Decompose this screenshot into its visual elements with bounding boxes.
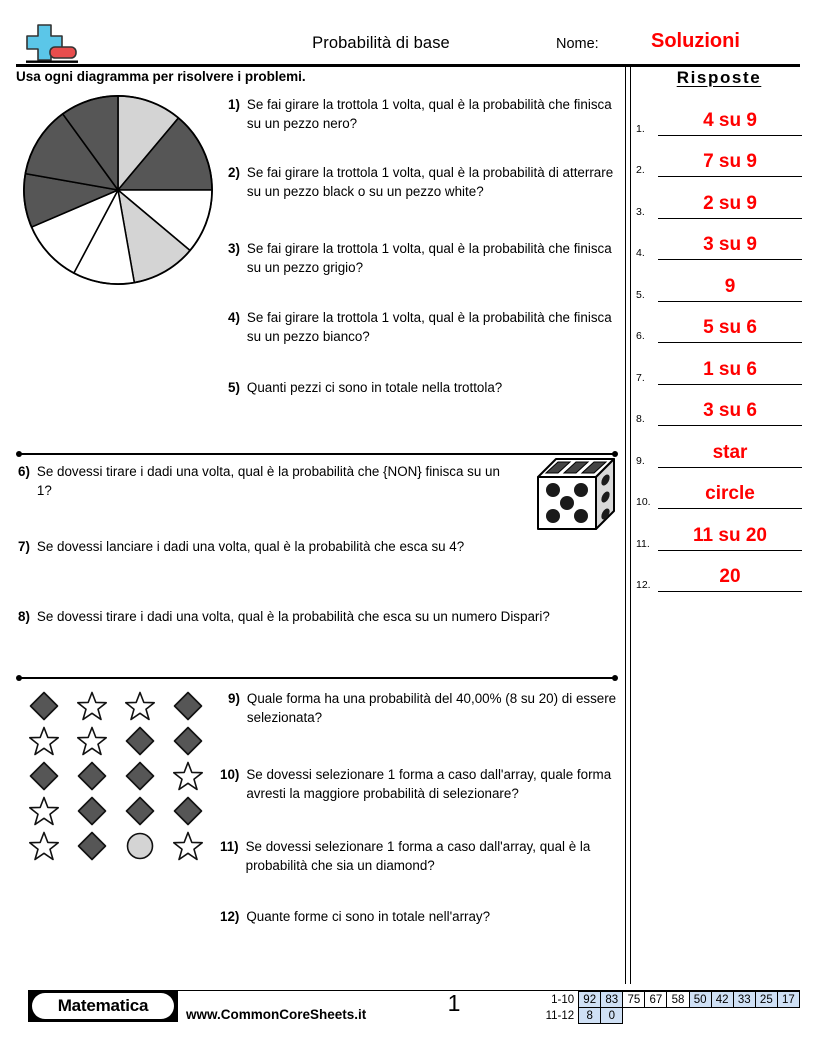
score-cell-empty <box>689 1008 711 1024</box>
question-text: Se fai girare la trottola 1 volta, qual è la probabilità che finisca su un pezzo grigio? <box>246 241 612 275</box>
question-text: Quante forme ci sono in totale nell'array? <box>246 909 491 924</box>
answer-line <box>658 591 802 592</box>
question-text: Se dovessi tirare i dadi una volta, qual è la probabilità che {NON} finisca su un 1? <box>36 464 500 498</box>
brand-badge <box>28 990 178 1022</box>
question-number: 9) <box>228 691 240 706</box>
shape-diamond <box>77 831 107 861</box>
answer-value: star <box>712 441 748 463</box>
shape-star <box>77 691 107 721</box>
answer-value: 4 su 9 <box>703 109 757 131</box>
answer-row <box>636 94 802 136</box>
score-row-label: 1-10 <box>551 993 575 1006</box>
score-cell-empty <box>623 1008 645 1024</box>
site-url: www.CommonCoreSheets.it <box>186 1007 367 1022</box>
spinner-pie-chart <box>20 92 216 288</box>
question-number: 2) <box>228 165 240 180</box>
shape-star <box>125 691 155 721</box>
answer-value: 5 su 6 <box>703 317 757 338</box>
answer-number: 10. <box>636 496 651 508</box>
answer-value: 9 <box>724 275 736 297</box>
answer-value: 3 su 9 <box>703 234 757 255</box>
question-7 <box>18 538 590 557</box>
answer-number: 7. <box>636 371 645 384</box>
answer-value: circle <box>705 483 755 504</box>
shape-star <box>77 726 107 756</box>
question-number: 1) <box>228 97 240 112</box>
question-number: 10) <box>220 767 240 782</box>
answer-number: 3. <box>636 205 645 218</box>
score-cell-empty <box>667 1008 689 1024</box>
answer-value: 7 su 9 <box>703 151 757 172</box>
question-text: Se dovessi lanciare i dadi una volta, qual è la probabilità che esca su 4? <box>36 539 465 554</box>
question-number: 3) <box>228 241 240 256</box>
divider-bar <box>17 677 617 679</box>
divider-dot-right <box>612 675 618 681</box>
score-cell-empty <box>645 1008 667 1024</box>
question-3 <box>228 240 620 277</box>
shape-diamond <box>173 726 203 756</box>
answer-number: 8. <box>636 413 645 425</box>
shape-array <box>20 688 212 863</box>
answer-value: 1 su 6 <box>703 358 757 380</box>
score-cell-empty <box>711 1008 733 1024</box>
divider-dot-left <box>16 675 22 681</box>
score-row <box>532 1008 800 1024</box>
answer-number: 2. <box>636 164 645 176</box>
answers-heading: Risposte <box>676 68 762 87</box>
header-divider <box>16 64 800 67</box>
shape-diamond <box>77 761 107 791</box>
answer-key-panel <box>636 68 802 592</box>
question-6 <box>18 463 518 500</box>
answer-value: 11 su 20 <box>693 524 767 546</box>
question-number: 5) <box>228 380 240 395</box>
shape-diamond <box>125 761 155 791</box>
question-number: 8) <box>18 609 30 624</box>
section-divider-dice <box>17 452 617 456</box>
shape-diamond <box>125 796 155 826</box>
answer-number: 12. <box>636 579 651 591</box>
answer-row <box>636 426 802 468</box>
answer-row <box>636 468 802 510</box>
question-number: 7) <box>18 539 30 554</box>
shape-diamond <box>125 726 155 756</box>
score-cell: 67 <box>645 992 667 1008</box>
answer-row <box>636 260 802 302</box>
answer-row <box>636 177 802 219</box>
shape-star <box>29 796 59 826</box>
answer-number: 1. <box>636 122 645 135</box>
score-cell: 58 <box>667 992 689 1008</box>
question-8 <box>18 608 610 627</box>
name-value: Soluzioni <box>651 30 740 52</box>
answer-row <box>636 385 802 427</box>
score-cell: 42 <box>711 992 733 1008</box>
page-header <box>16 22 800 64</box>
shape-star <box>29 831 59 861</box>
question-11 <box>220 838 620 875</box>
answer-row <box>636 302 802 344</box>
score-row <box>532 992 800 1008</box>
answer-column-divider <box>625 64 631 984</box>
question-4 <box>228 309 620 346</box>
answer-row <box>636 219 802 261</box>
shape-star <box>173 761 203 791</box>
score-cell: 8 <box>579 1008 601 1024</box>
question-5 <box>228 379 620 398</box>
question-text: Se fai girare la trottola 1 volta, qual è la probabilità che finisca su un pezzo nero? <box>246 97 612 131</box>
score-cell: 17 <box>777 992 799 1008</box>
score-cell: 50 <box>689 992 711 1008</box>
answer-value: 20 <box>719 566 741 587</box>
name-label: Nome: <box>556 36 599 52</box>
answer-number: 4. <box>636 247 645 259</box>
divider-bar <box>17 453 617 455</box>
answer-row <box>636 343 802 385</box>
shape-circle <box>125 831 155 861</box>
plus-minus-logo-icon <box>20 22 82 64</box>
answer-row <box>636 509 802 551</box>
shape-diamond <box>173 796 203 826</box>
answer-number: 6. <box>636 330 645 342</box>
answer-row <box>636 136 802 178</box>
score-cell: 0 <box>601 1008 623 1024</box>
question-text: Se dovessi selezionare 1 forma a caso dall'array, qual è la probabilità che sia un diamond? <box>245 839 591 873</box>
score-grid <box>532 991 800 1024</box>
page-footer <box>16 990 800 1034</box>
score-cell: 75 <box>623 992 645 1008</box>
die-icon <box>528 455 618 539</box>
answer-number: 5. <box>636 288 645 301</box>
answer-row <box>636 551 802 593</box>
question-1 <box>228 96 620 133</box>
question-text: Se dovessi selezionare 1 forma a caso dall'array, quale forma avresti la maggiore probabilità di selezionare? <box>246 767 612 801</box>
question-text: Se fai girare la trottola 1 volta, qual è la probabilità di atterrare su un pezzo black o su un pezzo white? <box>246 165 614 199</box>
brand-label: Matematica <box>32 993 174 1019</box>
score-cell: 25 <box>755 992 777 1008</box>
score-cell-empty <box>777 1008 799 1024</box>
question-number: 4) <box>228 310 240 325</box>
answer-number: 11. <box>636 537 650 550</box>
answer-number: 9. <box>636 454 645 467</box>
question-text: Se dovessi tirare i dadi una volta, qual è la probabilità che esca su un numero Dispari? <box>36 609 550 624</box>
page-title: Probabilità di base <box>312 34 450 52</box>
score-cell: 33 <box>733 992 755 1008</box>
score-cell: 83 <box>601 992 623 1008</box>
shape-star <box>173 831 203 861</box>
divider-dot-left <box>16 451 22 457</box>
score-cell-empty <box>755 1008 777 1024</box>
shape-diamond <box>173 691 203 721</box>
answer-value: 3 su 6 <box>703 400 757 421</box>
answer-value: 2 su 9 <box>703 192 757 214</box>
question-text: Quale forma ha una probabilità del 40,00% (8 su 20) di essere selezionata? <box>246 691 617 725</box>
question-number: 12) <box>220 909 240 924</box>
instruction-text: Usa ogni diagramma per risolvere i problemi. <box>16 69 306 84</box>
question-text: Quanti pezzi ci sono in totale nella trottola? <box>246 380 503 395</box>
score-row-label: 11-12 <box>545 1009 575 1022</box>
score-cell-empty <box>733 1008 755 1024</box>
question-text: Se fai girare la trottola 1 volta, qual è la probabilità che finisca su un pezzo bianco? <box>246 310 612 344</box>
question-10 <box>220 766 620 803</box>
shape-star <box>29 726 59 756</box>
question-9 <box>228 690 620 727</box>
question-number: 11) <box>220 839 239 854</box>
page-number: 1 <box>447 990 461 1016</box>
shape-diamond <box>29 761 59 791</box>
question-2 <box>228 164 620 201</box>
question-12 <box>220 908 620 927</box>
shape-diamond <box>77 796 107 826</box>
section-divider-shapes <box>17 676 617 680</box>
shape-diamond <box>29 691 59 721</box>
question-number: 6) <box>18 464 30 479</box>
score-cell: 92 <box>579 992 601 1008</box>
